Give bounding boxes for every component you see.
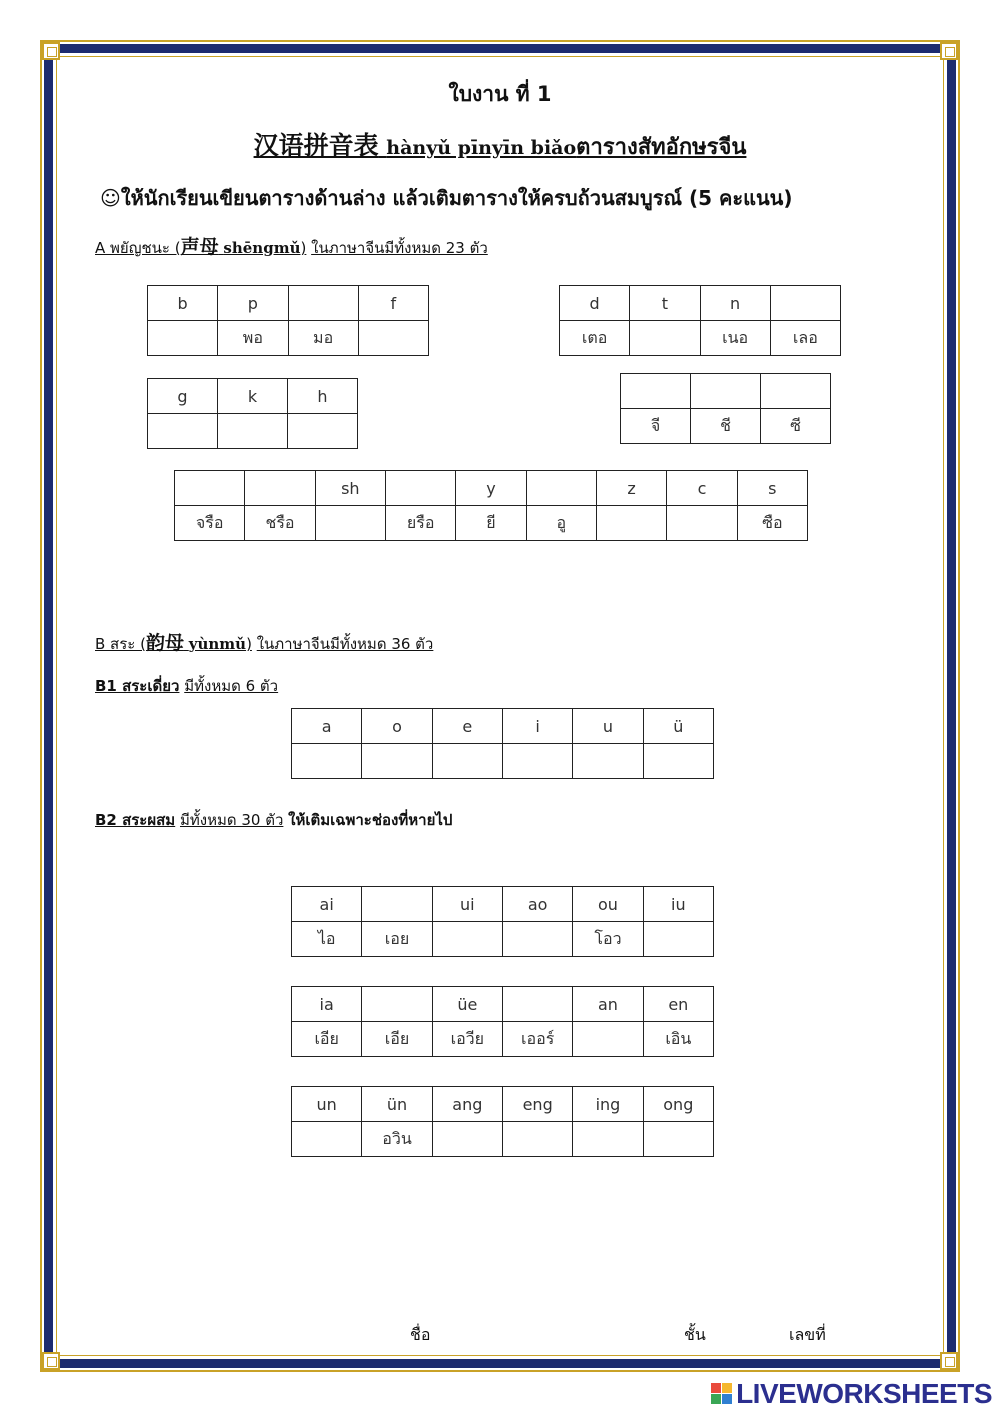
table-cell: เนอ: [700, 321, 770, 356]
table-cell: ün: [362, 1087, 432, 1122]
table-row: [148, 379, 358, 414]
table-cell: [218, 414, 288, 449]
table-row: [175, 471, 808, 506]
table-cell: e: [432, 709, 502, 744]
section-b1-label: B1 สระเดี่ยว: [95, 677, 180, 695]
table-cell: b: [148, 286, 218, 321]
table-cell: [245, 471, 315, 506]
table-cell: ou: [573, 887, 643, 922]
chart-title: [0, 126, 1000, 164]
liveworksheets-logo-icon: [711, 1383, 733, 1405]
table-cell: [667, 506, 737, 541]
table-cell: ซือ: [737, 506, 807, 541]
instruction-text: ☺ให้นักเรียนเขียนตารางด้านล่าง แล้วเติมตารางให้ครบถ้วนสมบูรณ์ (5 คะแนน): [100, 186, 793, 210]
compound-vowel-table-1: [291, 886, 714, 957]
table-cell: [502, 1122, 572, 1157]
table-cell: เตอ: [560, 321, 630, 356]
section-b2-instruction: ให้เติมเฉพาะช่องที่หายไป: [288, 811, 453, 829]
table-cell: ing: [573, 1087, 643, 1122]
section-a-chinese: 声母: [180, 236, 219, 258]
table-row: [560, 321, 841, 356]
table-cell: [526, 471, 596, 506]
table-cell: [362, 744, 432, 779]
table-cell: ยรือ: [385, 506, 455, 541]
title-thai: ตารางสัทอักษรจีน: [576, 135, 747, 160]
table-cell: [288, 286, 358, 321]
consonant-table-3: [147, 378, 358, 449]
table-cell: [643, 744, 713, 779]
table-cell: ชรือ: [245, 506, 315, 541]
table-row: [148, 321, 429, 356]
section-a-label: A พยัญชนะ (: [95, 239, 181, 257]
table-cell: [385, 471, 455, 506]
section-b1-heading: [95, 674, 278, 698]
table-cell: [573, 1022, 643, 1057]
section-b2-heading: [95, 808, 452, 832]
table-cell: i: [502, 709, 572, 744]
table-row: [148, 286, 429, 321]
table-row: [292, 887, 714, 922]
table-cell: [292, 744, 362, 779]
section-a-heading: [95, 232, 488, 260]
table-cell: k: [218, 379, 288, 414]
table-cell: eng: [502, 1087, 572, 1122]
table-row: [292, 1022, 714, 1057]
section-b-heading: [95, 628, 433, 656]
table-cell: t: [630, 286, 700, 321]
class-label: ชั้น: [684, 1325, 706, 1344]
table-cell: [288, 414, 358, 449]
consonant-table-1: [147, 285, 429, 356]
table-cell: [148, 414, 218, 449]
table-cell: เอีย: [362, 1022, 432, 1057]
section-b-note: ในภาษาจีนมีทั้งหมด 36 ตัว: [256, 635, 434, 653]
table-cell: ai: [292, 887, 362, 922]
table-cell: z: [596, 471, 666, 506]
table-row: [560, 286, 841, 321]
number-label: เลขที่: [789, 1325, 826, 1344]
frame-corner-ornament: [42, 1352, 60, 1370]
table-cell: จี: [621, 409, 691, 444]
table-cell: [596, 506, 666, 541]
table-cell: เอีย: [292, 1022, 362, 1057]
table-cell: ong: [643, 1087, 713, 1122]
table-cell: [573, 744, 643, 779]
table-cell: ซี: [761, 409, 831, 444]
liveworksheets-brand: [711, 1378, 992, 1410]
table-row: [621, 374, 831, 409]
table-cell: p: [218, 286, 288, 321]
table-row: [292, 744, 714, 779]
table-cell: อวิน: [362, 1122, 432, 1157]
table-cell: iu: [643, 887, 713, 922]
section-b1-note: มีทั้งหมด 6 ตัว: [184, 677, 279, 695]
table-cell: n: [700, 286, 770, 321]
name-label: ชื่อ: [410, 1325, 431, 1344]
table-cell: an: [573, 987, 643, 1022]
table-row: [292, 1087, 714, 1122]
table-cell: [148, 321, 218, 356]
table-cell: เออร์: [502, 1022, 572, 1057]
table-row: [621, 409, 831, 444]
table-cell: ang: [432, 1087, 502, 1122]
table-cell: h: [288, 379, 358, 414]
consonant-table-5: [174, 470, 808, 541]
table-cell: เอวีย: [432, 1022, 502, 1057]
table-cell: ชี: [691, 409, 761, 444]
table-cell: ao: [502, 887, 572, 922]
table-cell: เลอ: [770, 321, 840, 356]
table-cell: [502, 987, 572, 1022]
table-cell: [432, 922, 502, 957]
table-cell: [621, 374, 691, 409]
table-cell: u: [573, 709, 643, 744]
table-cell: d: [560, 286, 630, 321]
table-cell: üe: [432, 987, 502, 1022]
section-b2-note: มีทั้งหมด 30 ตัว: [179, 811, 284, 829]
table-cell: g: [148, 379, 218, 414]
table-row: [292, 709, 714, 744]
table-cell: [358, 321, 428, 356]
table-cell: ü: [643, 709, 713, 744]
table-row: [292, 987, 714, 1022]
table-cell: พอ: [218, 321, 288, 356]
table-cell: [362, 887, 432, 922]
table-cell: y: [456, 471, 526, 506]
table-cell: sh: [315, 471, 385, 506]
table-cell: en: [643, 987, 713, 1022]
table-cell: [315, 506, 385, 541]
table-cell: ไอ: [292, 922, 362, 957]
section-b2-label: B2 สระผสม: [95, 811, 176, 829]
table-cell: [502, 744, 572, 779]
table-cell: [761, 374, 831, 409]
table-cell: [502, 922, 572, 957]
table-cell: [630, 321, 700, 356]
table-row: [292, 922, 714, 957]
compound-vowel-table-3: [291, 1086, 714, 1157]
table-cell: a: [292, 709, 362, 744]
table-cell: อู: [526, 506, 596, 541]
table-cell: ia: [292, 987, 362, 1022]
consonant-table-4: [620, 373, 831, 444]
section-a-close: ): [300, 239, 307, 257]
table-cell: เอิน: [643, 1022, 713, 1057]
table-cell: โอว: [573, 922, 643, 957]
table-cell: c: [667, 471, 737, 506]
table-cell: un: [292, 1087, 362, 1122]
table-cell: o: [362, 709, 432, 744]
table-cell: [691, 374, 761, 409]
section-b-pinyin: yùnmǔ: [188, 635, 247, 653]
section-b-label: B สระ (: [95, 635, 146, 653]
table-cell: [573, 1122, 643, 1157]
brand-text: LIVEWORKSHEETS: [736, 1378, 992, 1409]
table-cell: [432, 744, 502, 779]
simple-vowel-table: [291, 708, 714, 779]
table-cell: f: [358, 286, 428, 321]
table-cell: ยี: [456, 506, 526, 541]
table-cell: จรือ: [175, 506, 245, 541]
frame-corner-ornament: [42, 42, 60, 60]
table-cell: ui: [432, 887, 502, 922]
table-cell: s: [737, 471, 807, 506]
table-cell: [770, 286, 840, 321]
frame-corner-ornament: [940, 1352, 958, 1370]
table-cell: [643, 922, 713, 957]
section-b-close: ): [246, 635, 252, 653]
table-row: [148, 414, 358, 449]
table-row: [175, 506, 808, 541]
table-cell: มอ: [288, 321, 358, 356]
consonant-table-2: [559, 285, 841, 356]
title-chinese: 汉语拼音表: [253, 131, 379, 160]
table-cell: [175, 471, 245, 506]
section-b-chinese: 韵母: [145, 632, 184, 654]
table-cell: [643, 1122, 713, 1157]
table-row: [292, 1122, 714, 1157]
compound-vowel-table-2: [291, 986, 714, 1057]
worksheet-title: ใบงาน ที่ 1: [448, 82, 552, 106]
table-cell: เอย: [362, 922, 432, 957]
table-cell: [292, 1122, 362, 1157]
frame-corner-ornament: [940, 42, 958, 60]
section-a-pinyin: shēngmǔ: [223, 239, 301, 257]
title-pinyin: hànyǔ pīnyīn biǎo: [386, 137, 577, 159]
table-cell: [432, 1122, 502, 1157]
table-cell: [362, 987, 432, 1022]
section-a-note: ในภาษาจีนมีทั้งหมด 23 ตัว: [311, 239, 488, 257]
